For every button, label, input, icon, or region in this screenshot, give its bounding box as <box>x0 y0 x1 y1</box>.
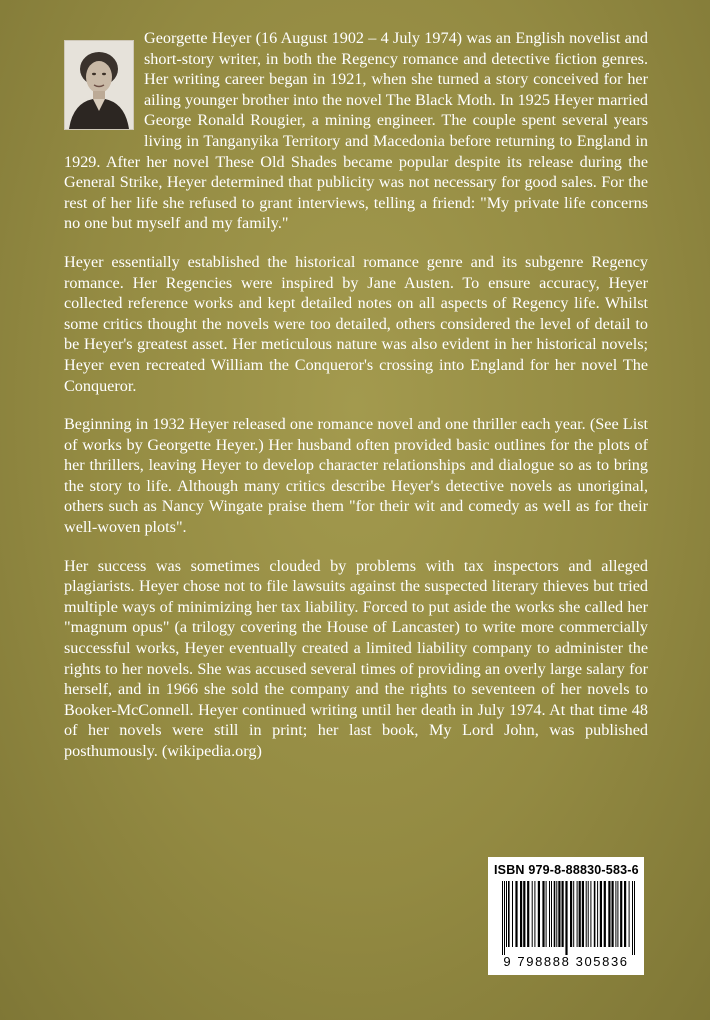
barcode-bar <box>506 881 507 947</box>
barcode-bar <box>515 881 517 947</box>
barcode-bar <box>502 881 503 955</box>
bio-paragraph-2: Heyer essentially established the historical romance genre and its subgenre Regency romance. Her Regencies were inspired by Jane Austen. To ensure accuracy, Heyer collected reference works and kept detailed notes on all aspects of Regency life. Whilst some critics thought the novels were too detailed, others considered the level of detail to be Heyer's greatest asset. Her meticulous nature was also evident in her historical novels; Heyer even recreated William the Conqueror's crossing into England for her novel The Conqueror. <box>64 252 648 395</box>
barcode-bar <box>542 881 544 947</box>
barcode-bar <box>523 881 525 947</box>
barcode-bar <box>538 881 540 947</box>
barcode-bar <box>556 881 557 947</box>
barcode-bar <box>608 881 610 947</box>
barcode-bar <box>558 881 560 947</box>
barcode-bar <box>632 881 633 955</box>
barcode-bar <box>520 881 522 947</box>
barcode-bar <box>546 881 547 947</box>
barcode-bar <box>570 881 572 947</box>
barcode-bar <box>551 881 552 947</box>
bio-paragraph-1: Georgette Heyer (16 August 1902 – 4 July 1974) was an English novelist and short-story writer, in both the Regency romance and detective fiction genres. Her writing career began in 1921, when she turned a story conceived for her ailing younger brother into the novel The Black Moth. In 1925 Heyer married George Ronald Rougier, a mining engineer. The couple spent several years living in Tanganyika Territory and Macedonia before returning to England in 1929. After her novel These Old Shades became popular despite its release during the General Strike, Heyer determined that publicity was not necessary for good sales. For the rest of her life she refused to grant interviews, telling a friend: "My private life concerns no one but myself and my family." <box>64 29 648 233</box>
isbn-barcode <box>488 857 644 975</box>
barcode-bar <box>620 881 622 947</box>
barcode-bar <box>534 881 535 947</box>
barcode-bar <box>532 881 533 947</box>
barcode-bar <box>604 881 606 947</box>
barcode-bar <box>600 881 602 947</box>
barcode-bar <box>634 881 635 955</box>
barcode-bar <box>508 881 510 947</box>
barcode-bar <box>554 881 556 947</box>
bio-paragraph-3: Beginning in 1932 Heyer released one romance novel and one thriller each year. (See List of works by Georgette Heyer.) Her husband often provided basic outlines for the plots of her thrillers, leaving Heyer to develop character relationships and dialogue so as to bring the story to life. Although many critics describe Heyer's detective novels as unoriginal, others such as Nancy Wingate praise them "for their wit and comedy as well as for their well-woven plots". <box>64 415 648 537</box>
barcode-bar <box>582 881 584 947</box>
barcode-bar <box>579 881 581 947</box>
barcode-bar <box>586 881 587 947</box>
barcode-bar <box>624 881 626 947</box>
barcode-digits: 9 798888 305836 <box>503 954 629 969</box>
barcode-bar <box>588 881 589 947</box>
barcode-bar <box>565 881 567 955</box>
barcode-bar <box>597 881 598 947</box>
barcode-bar <box>629 881 630 947</box>
barcode-bar <box>527 881 529 947</box>
barcode-bar <box>549 881 550 947</box>
barcode-bar <box>562 881 564 947</box>
author-portrait <box>64 40 134 130</box>
bio-paragraph-4: Her success was sometimes clouded by problems with tax inspectors and alleged plagiarists. Heyer chose not to file lawsuits against the suspected literary thieves but tried multiple ways of minimizing her tax liability. Forced to put aside the works she called her "magnum opus" (a trilogy covering the House of Lancaster) to write more commercially successful works, Heyer eventually created a limited liability company to administer the rights to her novels. She was accused several times of providing an overly large salary for herself, and in 1966 she sold the company and the rights to seventeen of her novels to Booker-McConnell. Heyer continued writing until her death in July 1974. At that time 48 of her novels were still in print; her last book, My Lord John, was published posthumously. (wikipedia.org) <box>64 556 648 760</box>
barcode-bar <box>504 881 505 955</box>
barcode-bar <box>590 881 591 947</box>
barcode-bar <box>573 881 574 947</box>
barcode-bar <box>594 881 596 947</box>
barcode-bars <box>498 881 638 955</box>
isbn-label: ISBN 979-8-88830-583-6 <box>494 863 639 877</box>
barcode-bar <box>617 881 618 947</box>
barcode-bar <box>577 881 578 947</box>
portrait-photo-icon <box>65 41 133 129</box>
barcode-bar <box>512 881 513 947</box>
barcode-bar <box>612 881 614 947</box>
barcode-bar <box>615 881 616 947</box>
back-cover-text <box>64 28 648 780</box>
